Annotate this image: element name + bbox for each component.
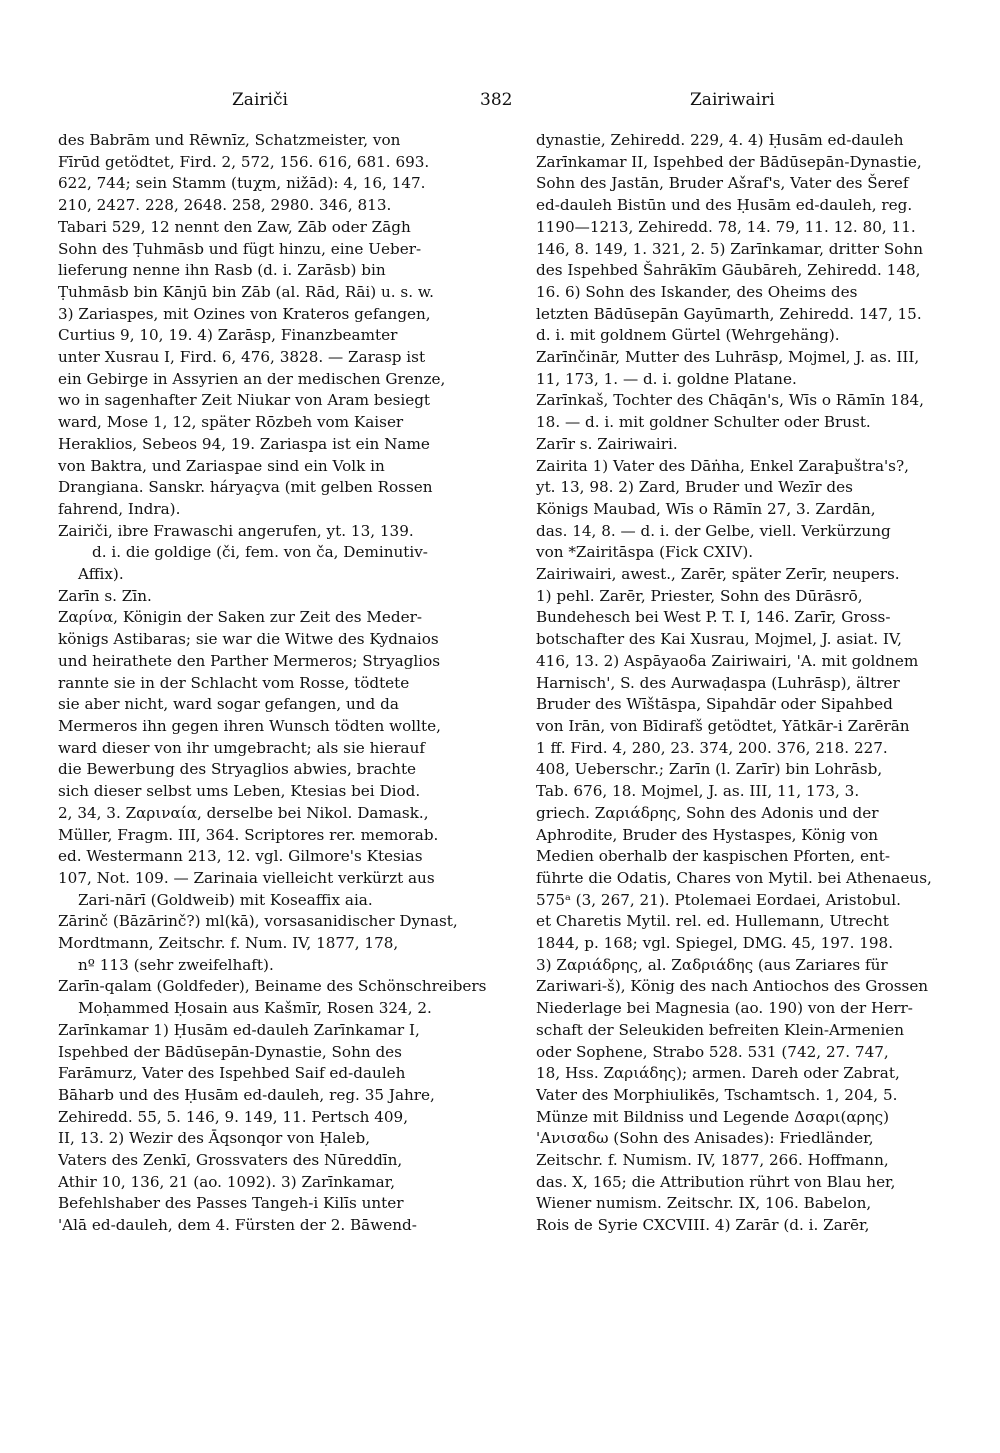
text-line: ward, Mose 1, 12, später Rōzbeh vom Kaiser — [58, 413, 404, 432]
text-line: Bāharb und des Ḥusām ed-dauleh, reg. 35 Jahre, — [58, 1085, 435, 1104]
text-line: Bundehesch bei West P. T. I, 146. Zarīr, Gross- — [536, 608, 891, 627]
text-line: sich dieser selbst ums Leben, Ktesias bei Diod. — [58, 782, 421, 801]
text-line: von *Zairitāspa (Fick CXIV). — [536, 543, 754, 562]
text-line: Zarīnkamar II, Ispehbed der Bādūsepān-Dynastie, — [536, 152, 922, 171]
text-line: Farāmurz, Vater des Ispehbed Saif ed-dauleh — [58, 1064, 406, 1083]
text-line: 18. — d. i. mit goldner Schulter oder Brust. — [536, 413, 871, 432]
text-line: Aphrodite, Bruder des Hystaspes, König von — [536, 825, 879, 844]
text-line: Wiener numism. Zeitschr. IX, 106. Babelon, — [536, 1194, 872, 1213]
text-line: des Ispehbed Šahrākīm Gāubāreh, Zehiredd. 148, — [536, 261, 921, 280]
text-line: das. X, 165; die Attribution rührt von Blau her, — [536, 1172, 896, 1191]
text-line: 1844, p. 168; vgl. Spiegel, DMG. 45, 197. 198. — [536, 934, 894, 953]
text-line: 1190—1213, Zehiredd. 78, 14. 79, 11. 12. 80, 11. — [536, 217, 916, 236]
text-line: Heraklios, Sebeos 94, 19. Zariaspa ist ein Name — [58, 434, 430, 453]
text-line: Vater des Morphiulikēs, Tschamtsch. 1, 204, 5. — [536, 1085, 898, 1104]
text-line: botschafter des Kai Xusrau, Mojmel, J. asiat. IV, — [536, 630, 902, 649]
text-line: von Baktra, und Zariaspae sind ein Volk in — [58, 456, 385, 475]
text-line: ed. Westermann 213, 12. vgl. Gilmore's Ktesias — [58, 847, 423, 866]
text-line: Müller, Fragm. III, 364. Scriptores rer. memorab. — [58, 825, 439, 844]
text-line: dynastie, Zehiredd. 229, 4. 4) Ḥusām ed-dauleh — [536, 131, 904, 149]
text-line: das. 14, 8. — d. i. der Gelbe, viell. Verkürzung — [536, 521, 891, 540]
text-line: II, 13. 2) Wezir des Āqsonqor von Ḥaleb, — [58, 1129, 371, 1148]
text-line: Ζαρίνα, Königin der Saken zur Zeit des Meder- — [58, 608, 422, 627]
text-line: Zehiredd. 55, 5. 146, 9. 149, 11. Pertsch 409, — [58, 1107, 409, 1126]
text-line: Zairiči, ibre Frawaschi angerufen, yt. 13, 139. — [58, 521, 414, 540]
text-line: 11, 173, 1. — d. i. goldne Platane. — [536, 369, 797, 388]
text-line: 575ᵃ (3, 267, 21). Ptolemaei Eordaei, Aristobul. — [536, 890, 901, 909]
text-line: Zairiwairi, awest., Zarēr, später Zerīr, neupers. — [536, 565, 900, 584]
text-line: 'Ανισαδω (Sohn des Anisades): Friedländer, — [536, 1129, 874, 1148]
text-line: ward dieser von ihr umgebracht; als sie hierauf — [58, 738, 425, 757]
text-line: d. i. die goldige (či, fem. von ča, Deminutiv- — [92, 543, 428, 562]
text-line: 416, 13. 2) Aspāyaoδa Zairiwairi, 'A. mit goldnem — [536, 651, 919, 670]
left-column — [58, 130, 510, 1237]
text-line: schaft der Seleukiden befreiten Klein-Armenien — [536, 1020, 905, 1039]
text-line: Vaters des Zenkī, Grossvaters des Nūreddīn, — [58, 1151, 403, 1170]
text-line: 18, Hss. Ζαριάδης); armen. Dareh oder Zabrat, — [536, 1064, 900, 1083]
text-line: oder Sophene, Strabo 528. 531 (742, 27. 747, — [536, 1042, 889, 1061]
text-line: Zarīnčinār, Mutter des Luhrāsp, Mojmel, J. as. III, — [536, 348, 920, 367]
text-line: Zeitschr. f. Numism. IV, 1877, 266. Hoffmann, — [536, 1151, 889, 1170]
text-line: Sohn des Jastān, Bruder Ašraf's, Vater des Šeref — [536, 174, 909, 193]
text-line: ed-dauleh Bistūn und des Ḥusām ed-dauleh, reg. — [536, 196, 913, 215]
text-line: Tabari 529, 12 nennt den Zaw, Zāb oder Zāgh — [58, 217, 411, 236]
text-line: 107, Not. 109. — Zarinaia vielleicht verkürzt aus — [58, 868, 435, 887]
text-line: Niederlage bei Magnesia (ao. 190) von der Herr- — [536, 999, 913, 1018]
text-line: 2, 34, 3. Ζαριναία, derselbe bei Nikol. Damask., — [58, 803, 429, 822]
text-line: Curtius 9, 10, 19. 4) Zarāsp, Finanzbeamter — [58, 326, 398, 345]
text-line: Zairita 1) Vater des Dāṅha, Enkel Zaraþuštra's?, — [536, 456, 909, 475]
text-line: die Bewerbung des Stryaglios abwies, brachte — [58, 760, 417, 779]
text-line: Zārinč (Bāzārinč?) ml(kā), vorsasanidischer Dynast, — [58, 912, 458, 931]
text-line: sie aber nicht, ward sogar gefangen, und da — [58, 695, 399, 714]
text-line: Zari-nārī (Goldweib) mit Koseaffix aia. — [78, 890, 373, 909]
text-line: Sohn des Ṭuhmāsb und fügt hinzu, eine Ueber- — [58, 239, 422, 258]
text-line: 1 ff. Fird. 4, 280, 23. 374, 200. 376, 218. 227. — [536, 738, 888, 757]
text-line: fahrend, Indra). — [58, 499, 181, 518]
text-line: Athir 10, 136, 21 (ao. 1092). 3) Zarīnkamar, — [58, 1172, 396, 1191]
text-line: Zarīnkamar 1) Ḥusām ed-dauleh Zarīnkamar I, — [58, 1020, 420, 1039]
text-line: 146, 8. 149, 1. 321, 2. 5) Zarīnkamar, dritter Sohn — [536, 239, 923, 258]
text-line: Zarīn-qalam (Goldfeder), Beiname des Schönschreibers — [58, 977, 487, 996]
text-line: 3) Zariaspes, mit Ozines von Krateros gefangen, — [58, 304, 431, 323]
text-line: Rois de Syrie CXCVIII. 4) Zarār (d. i. Zarēr, — [536, 1216, 870, 1235]
text-line: Königs Maubad, Wīs o Rāmīn 27, 3. Zardān, — [536, 499, 876, 518]
text-line: unter Xusrau I, Fird. 6, 476, 3828. — Zarasp ist — [58, 348, 426, 367]
text-line: Zarīn s. Zīn. — [58, 586, 152, 605]
text-line: rannte sie in der Schlacht vom Rosse, tödtete — [58, 673, 410, 692]
text-line: Befehlshaber des Passes Tangeh-i Kilīs unter — [58, 1194, 404, 1213]
text-line: des Babrām und Rēwnīz, Schatzmeister, von — [58, 131, 401, 149]
left-headword: Zairiči — [232, 90, 288, 110]
text-line: 16. 6) Sohn des Iskander, des Oheims des — [536, 282, 858, 301]
text-line: yt. 13, 98. 2) Zard, Bruder und Wezīr des — [536, 478, 853, 497]
text-line: von Irān, von Bīdirafš getödtet, Yātkār-i Zarērān — [536, 716, 910, 735]
text-line: Zariwari-š), König des nach Antiochos des Grossen — [536, 977, 929, 996]
text-line: Zarīr s. Zairiwairi. — [536, 434, 678, 453]
text-line: letzten Bādūsepān Gayūmarth, Zehiredd. 147, 15. — [536, 304, 922, 323]
text-line: nº 113 (sehr zweifelhaft). — [78, 955, 274, 974]
text-line: und heirathete den Parther Mermeros; Stryaglios — [58, 651, 441, 670]
text-line: lieferung nenne ihn Rasb (d. i. Zarāsb) bin — [58, 261, 386, 280]
text-line: Moḥammed Ḥosain aus Kašmīr, Rosen 324, 2. — [78, 999, 432, 1018]
text-line: Zarīnkaš, Tochter des Chāqān's, Wīs o Rāmīn 184, — [536, 391, 924, 410]
text-line: et Charetis Mytil. rel. ed. Hullemann, Utrecht — [536, 912, 889, 931]
text-line: wo in sagenhafter Zeit Niukar von Aram besiegt — [58, 391, 431, 410]
text-line: Ṭuhmāsb bin Kānjū bin Zāb (al. Rād, Rāi) u. s. w. — [58, 282, 434, 301]
text-line: 1) pehl. Zarēr, Priester, Sohn des Dūrāsrō, — [536, 586, 863, 605]
text-line: Bruder des Wīštāspa, Sipahdār oder Sipahbed — [536, 695, 893, 714]
text-line: ein Gebirge in Assyrien an der medischen Grenze, — [58, 369, 446, 388]
text-line: führte die Odatis, Chares von Mytil. bei Athenaeus, — [536, 868, 932, 887]
text-line: Tab. 676, 18. Mojmel, J. as. III, 11, 173, 3. — [536, 782, 860, 801]
text-line: 3) Ζαριάδρης, al. Ζαδριάδης (aus Zariares für — [536, 955, 888, 974]
text-line: Drangiana. Sanskr. háryaçva (mit gelben Rossen — [58, 478, 433, 497]
page-number: 382 — [480, 90, 513, 110]
right-column — [536, 130, 964, 1237]
text-line: 'Alā ed-dauleh, dem 4. Fürsten der 2. Bāwend- — [58, 1216, 417, 1235]
text-line: Münze mit Bildniss und Legende Δσαρι(αρης) — [536, 1107, 890, 1126]
text-line: Fīrūd getödtet, Fird. 2, 572, 156. 616, 681. 693. — [58, 152, 430, 171]
text-line: Ispehbed der Bādūsepān-Dynastie, Sohn des — [58, 1042, 402, 1061]
text-line: Medien oberhalb der kaspischen Pforten, ent- — [536, 847, 890, 866]
text-line: griech. Ζαριάδρης, Sohn des Adonis und der — [536, 803, 879, 822]
text-line: 408, Ueberschr.; Zarīn (l. Zarīr) bin Lohrāsb, — [536, 760, 883, 779]
text-line: königs Astibaras; sie war die Witwe des Kydnaios — [58, 630, 439, 649]
text-line: Mordtmann, Zeitschr. f. Num. IV, 1877, 178, — [58, 934, 399, 953]
text-line: 622, 744; sein Stamm (tuχm, nižād): 4, 16, 147. — [58, 174, 426, 193]
text-line: Harnisch', S. des Aurwaḍaspa (Luhrāsp), ältrer — [536, 673, 900, 692]
running-head — [0, 90, 1000, 114]
text-line: Affix). — [78, 565, 124, 584]
right-headword: Zairiwairi — [690, 90, 775, 110]
text-line: Mermeros ihn gegen ihren Wunsch tödten wollte, — [58, 716, 441, 735]
text-line: d. i. mit goldnem Gürtel (Wehrgehäng). — [536, 326, 840, 345]
text-line: 210, 2427. 228, 2648. 258, 2980. 346, 813. — [58, 196, 392, 215]
